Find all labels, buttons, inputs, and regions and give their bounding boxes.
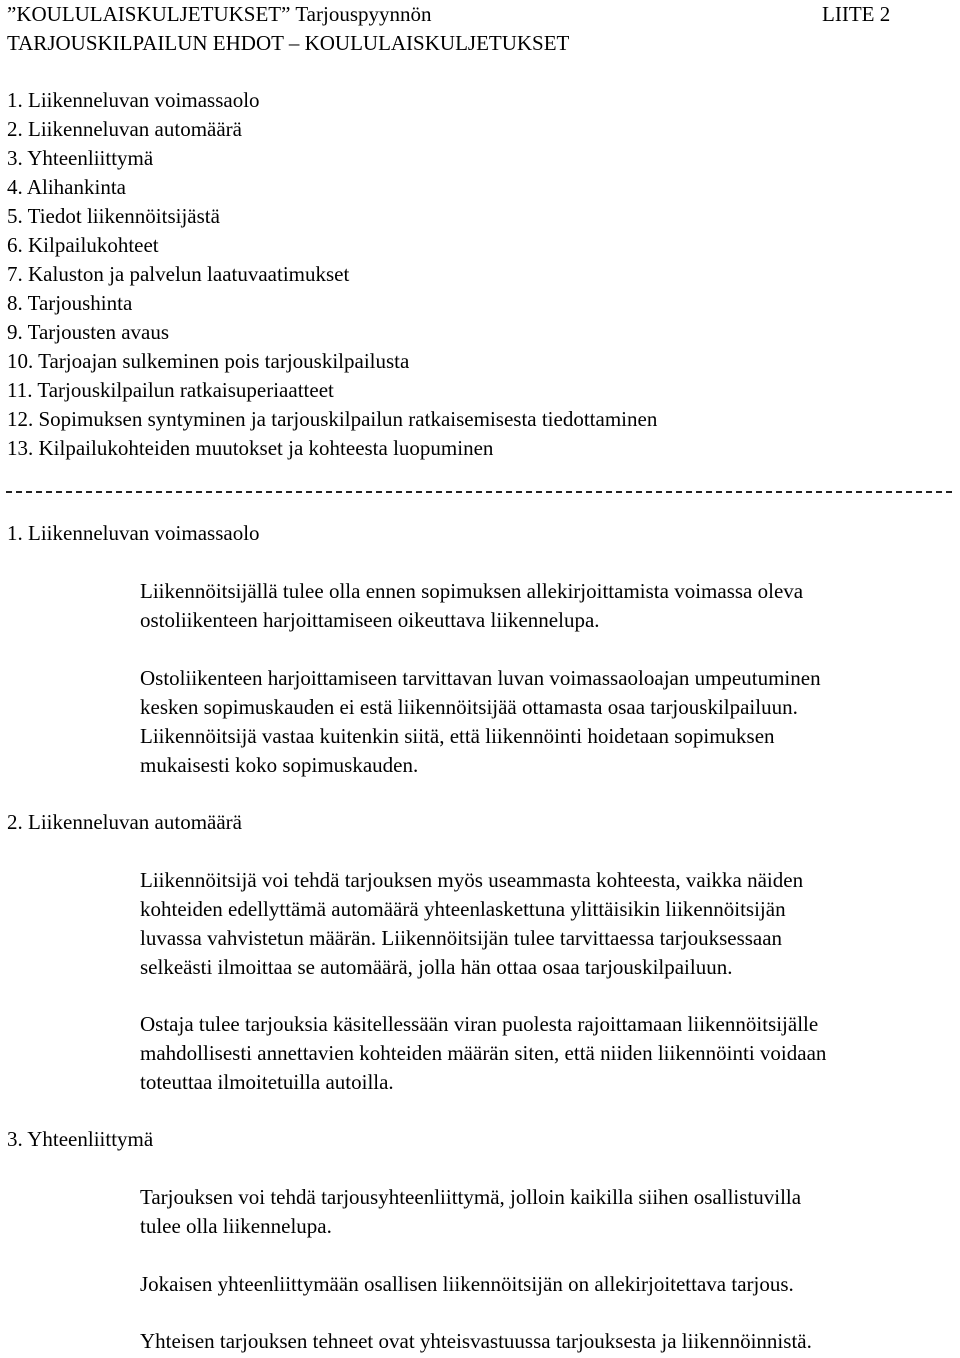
document-subtitle: TARJOUSKILPAILUN EHDOT – KOULULAISKULJETUKSET [7, 31, 570, 55]
attachment-label: LIITE 2 [822, 2, 891, 26]
text-line: kohteiden edellyttämä automäärä yhteenlaskettuna ylittäisikin liikennöitsijän [140, 897, 786, 921]
section-heading-3: 3. Yhteenliittymä [7, 1127, 154, 1151]
text-line: Liikennöitsijällä tulee olla ennen sopimuksen allekirjoittamista voimassa oleva [140, 579, 804, 603]
text-line: toteuttaa ilmoitetuilla autoilla. [140, 1070, 394, 1094]
toc-item: 5. Tiedot liikennöitsijästä [7, 204, 220, 228]
table-of-contents [7, 86, 657, 463]
document-title: ”KOULULAISKULJETUKSET” Tarjouspyynnön [7, 2, 432, 26]
toc-item: 9. Tarjousten avaus [7, 320, 170, 344]
toc-item: 12. Sopimuksen syntyminen ja tarjouskilpailun ratkaisemisesta tiedottaminen [7, 407, 658, 431]
section-3-paragraph-2 [140, 1270, 794, 1299]
section-3-paragraph-3 [140, 1327, 812, 1356]
text-line: Ostaja tulee tarjouksia käsitellessään viran puolesta rajoittamaan liikennöitsijälle [140, 1012, 819, 1036]
text-line: Tarjouksen voi tehdä tarjousyhteenliittymä, jolloin kaikilla siihen osallistuvilla [140, 1185, 802, 1209]
toc-item: 4. Alihankinta [7, 175, 126, 199]
text-line: ostoliikenteen harjoittamiseen oikeuttava liikennelupa. [140, 608, 600, 632]
section-1-paragraph-1 [140, 577, 803, 635]
toc-item: 13. Kilpailukohteiden muutokset ja kohteesta luopuminen [7, 436, 494, 460]
section-1-paragraph-2 [140, 664, 821, 780]
text-line: Yhteisen tarjouksen tehneet ovat yhteisvastuussa tarjouksesta ja liikennöinnistä. [140, 1329, 812, 1353]
section-2-paragraph-2 [140, 1010, 826, 1097]
text-line: Liikennöitsijä voi tehdä tarjouksen myös useammasta kohteesta, vaikka näiden [140, 868, 804, 892]
toc-item: 7. Kaluston ja palvelun laatuvaatimukset [7, 262, 350, 286]
section-2-paragraph-1 [140, 866, 803, 982]
text-line: Ostoliikenteen harjoittamiseen tarvittavan luvan voimassaoloajan umpeutuminen [140, 666, 821, 690]
toc-item: 6. Kilpailukohteet [7, 233, 159, 257]
section-heading-1: 1. Liikenneluvan voimassaolo [7, 521, 260, 545]
dashed-divider [6, 491, 952, 493]
text-line: mahdollisesti annettavien kohteiden määrän siten, että niiden liikennöinti voidaan [140, 1041, 827, 1065]
text-line: tulee olla liikennelupa. [140, 1214, 332, 1238]
section-heading-2: 2. Liikenneluvan automäärä [7, 810, 242, 834]
text-line: selkeästi ilmoittaa se automäärä, jolla hän ottaa osaa tarjouskilpailuun. [140, 955, 733, 979]
toc-item: 3. Yhteenliittymä [7, 146, 154, 170]
toc-item: 8. Tarjoushinta [7, 291, 133, 315]
toc-item: 2. Liikenneluvan automäärä [7, 117, 242, 141]
section-3-paragraph-1 [140, 1183, 801, 1241]
text-line: Liikennöitsijä vastaa kuitenkin siitä, että liikennöinti hoidetaan sopimuksen [140, 724, 775, 748]
text-line: kesken sopimuskauden ei estä liikennöitsijää ottamasta osaa tarjouskilpailuun. [140, 695, 798, 719]
toc-item: 11. Tarjouskilpailun ratkaisuperiaatteet [7, 378, 334, 402]
text-line: mukaisesti koko sopimuskauden. [140, 753, 419, 777]
toc-item: 10. Tarjoajan sulkeminen pois tarjouskilpailusta [7, 349, 410, 373]
toc-item: 1. Liikenneluvan voimassaolo [7, 88, 260, 112]
text-line: Jokaisen yhteenliittymään osallisen liikennöitsijän on allekirjoitettava tarjous. [140, 1272, 794, 1296]
text-line: luvassa vahvistetun määrän. Liikennöitsijän tulee tarvittaessa tarjouksessaan [140, 926, 783, 950]
